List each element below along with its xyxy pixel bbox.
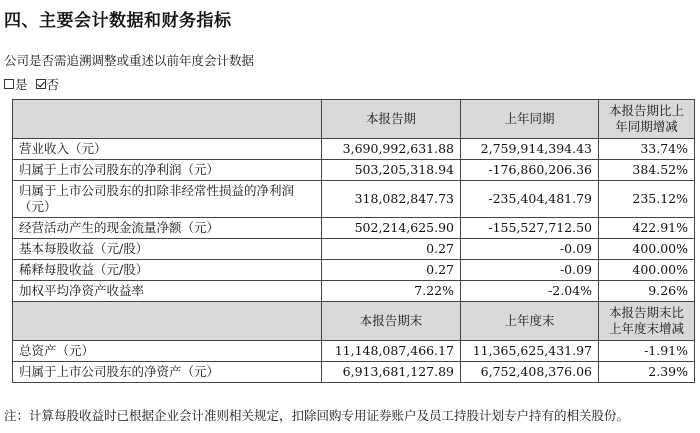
column-header (13, 302, 322, 341)
current-value: 503,205,318.94 (322, 160, 461, 181)
table-row (13, 281, 695, 302)
row-label: 归属于上市公司股东的净利润（元） (13, 160, 322, 181)
current-value: 0.27 (322, 239, 461, 260)
table-row (13, 139, 695, 160)
footnote: 注：计算每股收益时已根据企业会计准则相关规定，扣除回购专用证券账户及员工持股计划专户持有的相关股份。 (4, 408, 630, 423)
row-label: 归属于上市公司股东的扣除非经常性损益的净利润（元） (13, 181, 322, 218)
prior-value: -176,860,206.36 (461, 160, 599, 181)
change-value: 384.52% (599, 160, 695, 181)
change-value: 422.91% (599, 218, 695, 239)
column-header: 上年度末 (461, 302, 599, 341)
checkbox-no[interactable] (36, 79, 46, 89)
column-header: 本报告期末 (322, 302, 461, 341)
row-label: 稀释每股收益（元/股） (13, 260, 322, 281)
current-value: 318,082,847.73 (322, 181, 461, 218)
change-value: -1.91% (599, 341, 695, 362)
column-header: 本报告期末比上年度末增减 (599, 302, 695, 341)
prior-value: -0.09 (461, 260, 599, 281)
row-label: 经营活动产生的现金流量净额（元） (13, 218, 322, 239)
row-label: 归属于上市公司股东的净资产（元） (13, 362, 322, 383)
change-value: 235.12% (599, 181, 695, 218)
current-value: 502,214,625.90 (322, 218, 461, 239)
current-value: 11,148,087,466.17 (322, 341, 461, 362)
table-header-row (13, 100, 695, 139)
row-label: 加权平均净资产收益率 (13, 281, 322, 302)
table-row (13, 362, 695, 383)
table-row (13, 218, 695, 239)
table-header-row (13, 302, 695, 341)
column-header: 上年同期 (461, 100, 599, 139)
restatement-options (4, 75, 63, 93)
financial-indicators-table (12, 99, 695, 383)
table-row (13, 341, 695, 362)
row-label: 总资产（元） (13, 341, 322, 362)
option-yes-label: 是 (15, 77, 28, 92)
column-header: 本报告期 (322, 100, 461, 139)
section-heading: 四、主要会计数据和财务指标 (4, 11, 232, 31)
current-value: 3,690,992,631.88 (322, 139, 461, 160)
table-row (13, 260, 695, 281)
column-header (13, 100, 322, 139)
column-header: 本报告期比上年同期增减 (599, 100, 695, 139)
change-value: 400.00% (599, 260, 695, 281)
current-value: 6,913,681,127.89 (322, 362, 461, 383)
table-row (13, 181, 695, 218)
prior-value: -2.04% (461, 281, 599, 302)
change-value: 2.39% (599, 362, 695, 383)
current-value: 0.27 (322, 260, 461, 281)
prior-value: -235,404,481.79 (461, 181, 599, 218)
prior-value: 11,365,625,431.97 (461, 341, 599, 362)
prior-value: 6,752,408,376.06 (461, 362, 599, 383)
table-row (13, 160, 695, 181)
checkbox-yes[interactable] (4, 79, 14, 89)
prior-value: -0.09 (461, 239, 599, 260)
change-value: 33.74% (599, 139, 695, 160)
row-label: 营业收入（元） (13, 139, 322, 160)
restatement-question: 公司是否需追溯调整或重述以前年度会计数据 (4, 53, 255, 68)
prior-value: -155,527,712.50 (461, 218, 599, 239)
row-label: 基本每股收益（元/股） (13, 239, 322, 260)
table-row (13, 239, 695, 260)
prior-value: 2,759,914,394.43 (461, 139, 599, 160)
option-no-label: 否 (46, 77, 60, 92)
current-value: 7.22% (322, 281, 461, 302)
change-value: 400.00% (599, 239, 695, 260)
change-value: 9.26% (599, 281, 695, 302)
